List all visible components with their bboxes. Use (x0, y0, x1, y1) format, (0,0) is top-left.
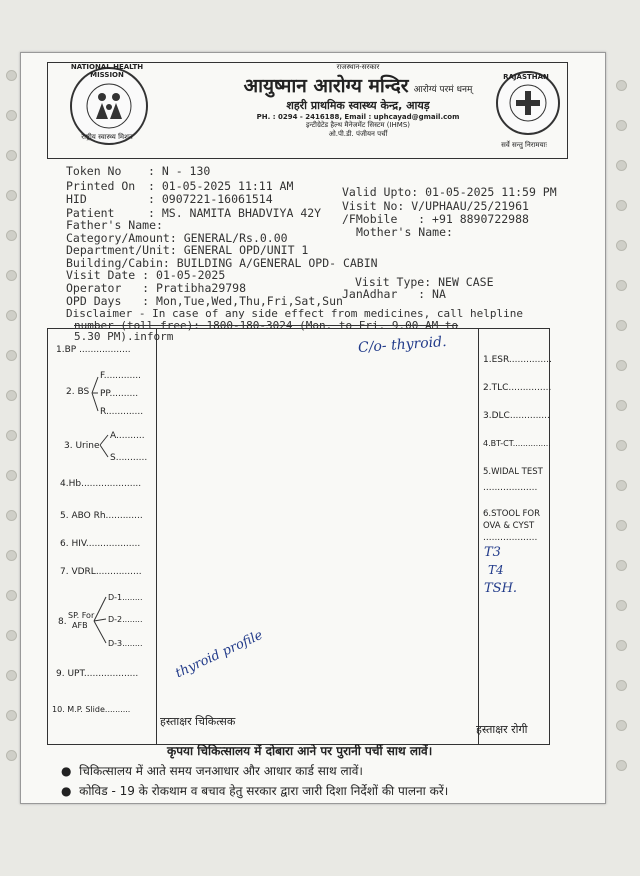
test-sp-d1: D-1........ (108, 593, 143, 602)
patient-value: : MS. NAMITA BHADVIYA 42Y (148, 206, 322, 220)
printed-label: Printed On (66, 179, 136, 193)
motto: आरोग्यं परमं धनम् (413, 85, 473, 95)
test-urine: 3. Urine (64, 441, 100, 451)
test-sp-afb: AFB (72, 621, 88, 630)
rajasthan-logo-label: RAJASTHAN (503, 73, 549, 81)
building: Building/Cabin: BUILDING A/GENERAL OPD- CABIN (66, 256, 378, 270)
hid-label: HID (66, 192, 87, 206)
test-urine-s: S........... (110, 453, 148, 463)
token-value: : N - 130 (148, 164, 211, 178)
handwritten-complaint: C/o- thyroid. (357, 333, 448, 357)
opd-line: ओ.पी.डी. पंजीयन पर्ची (328, 130, 388, 138)
nhm-logo-label: NATIONAL HEALTH MISSION (70, 63, 144, 79)
ihms-line: इन्टीग्रेटेड हैल्थ मैनेजमेंट सिस्टम (IHMS) (305, 121, 411, 129)
patient-signature-label: हस्ताक्षर रोगी (476, 723, 528, 736)
visit-date: Visit Date : 01-05-2025 (66, 268, 226, 282)
test-stool-line: ................... (483, 533, 538, 543)
test-widal: 5.WIDAL TEST (483, 467, 543, 477)
department: Department/Unit: GENERAL OPD/UNIT 1 (66, 243, 309, 257)
patient-label: Patient (66, 206, 115, 220)
doctor-signature-label: हस्ताक्षर चिकित्सक (160, 715, 236, 728)
test-hb: 4.Hb..................... (60, 479, 142, 489)
test-grid (47, 328, 550, 745)
test-bs: 2. BS (66, 387, 90, 397)
header-center (208, 63, 508, 139)
test-sp-d3: D-3........ (108, 639, 143, 648)
slip-footer (47, 740, 548, 800)
left-test-column (48, 329, 157, 744)
center-title: आयुष्मान आरोग्य मन्दिर (243, 75, 409, 97)
test-abo: 5. ABO Rh............. (60, 511, 143, 521)
handwritten-note: thyroid profile (173, 627, 266, 682)
visit-type: Visit Type: NEW CASE (355, 275, 494, 289)
test-sp-label: SP. For (68, 611, 95, 620)
slip-header (47, 62, 568, 159)
test-vdrl: 7. VDRL................ (60, 567, 142, 577)
test-esr: 1.ESR............... (483, 355, 552, 365)
test-dlc: 3.DLC.............. (483, 411, 550, 421)
footer-bullet-1: ● चिकित्सालय में आते समय जनआधार और आधार कार्ड साथ लावें। (61, 764, 363, 778)
disclaimer-line-2: number (toll free): 1800-180-3024 (Mon. to Fri. 9.00 AM to (74, 319, 459, 332)
handwritten-t4: T4 (488, 563, 504, 577)
right-test-column (478, 329, 551, 744)
mother-name: Mother's Name: (356, 225, 453, 239)
handwritten-tsh: TSH. (484, 581, 518, 596)
opd-days: OPD Days : Mon,Tue,Wed,Thu,Fri,Sat,Sun (66, 294, 343, 308)
operator: Operator : Pratibha29798 (66, 281, 247, 295)
test-sp-number: 8. (58, 617, 67, 627)
test-stool: 6.STOOL FOR (483, 509, 541, 519)
test-bs-r: R............. (100, 407, 144, 417)
test-widal-line: ................... (483, 483, 538, 493)
nhm-logo-sub: राष्ट्रीय स्वास्थ्य मिशन (81, 133, 133, 141)
disclaimer-line-3: 5.30 PM).inform (74, 330, 174, 343)
test-sp-d2: D-2........ (108, 615, 143, 624)
test-mp: 10. M.P. Slide.......... (52, 705, 131, 714)
test-hiv: 6. HIV................... (60, 539, 141, 549)
branch-lines-icon (48, 329, 156, 669)
test-bp: 1.BP .................. (56, 345, 131, 355)
visit-no: Visit No: V/UPHAAU/25/21961 (342, 199, 529, 213)
center-subtitle: शहरी प्राथमिक स्वास्थ्य केन्द्र, आयड़ (286, 99, 430, 112)
right-perforation (610, 0, 632, 876)
test-upt: 9. UPT................... (56, 669, 139, 679)
printed-value: : 01-05-2025 11:11 AM (148, 179, 294, 193)
test-bs-f: F............. (100, 371, 141, 381)
hid-value: : 0907221-16061514 (148, 192, 273, 206)
footer-bullet-2: ● कोविड - 19 के रोकथाम व बचाव हेतु सरकार द्वारा जारी दिशा निर्देशों की पालना करें। (61, 784, 449, 798)
valid-upto: Valid Upto: 01-05-2025 11:59 PM (342, 185, 557, 199)
janadhar: JanAdhar : NA (342, 287, 446, 301)
disclaimer-line-1: Disclaimer - In case of any side effect from medicines, call helpline (66, 307, 523, 320)
contact-line: PH. : 0294 - 2416188, Email : uphcayad@gmail.com (256, 113, 460, 121)
mobile: /FMobile : +91 8890722988 (342, 212, 529, 226)
footer-notice: कृपया चिकित्सालय में दोबारा आने पर पुरानी पर्ची साथ लावें। (167, 744, 433, 758)
left-perforation (0, 0, 22, 876)
token-label: Token No (66, 164, 122, 178)
rajasthan-tagline: सर्वे सन्तु निरामयाः (501, 141, 547, 149)
father-name: Father's Name: (66, 218, 163, 232)
test-btct: 4.BT-CT............... (483, 439, 551, 448)
test-stool-ova: OVA & CYST (483, 521, 535, 531)
govt-line: राजस्थान-सरकार (336, 63, 380, 71)
test-urine-a: A.......... (110, 431, 145, 441)
handwritten-t3: T3 (484, 545, 501, 560)
test-bs-pp: PP.......... (100, 389, 139, 399)
test-tlc: 2.TLC............... (483, 383, 552, 393)
category: Category/Amount: GENERAL/Rs.0.00 (66, 231, 288, 245)
